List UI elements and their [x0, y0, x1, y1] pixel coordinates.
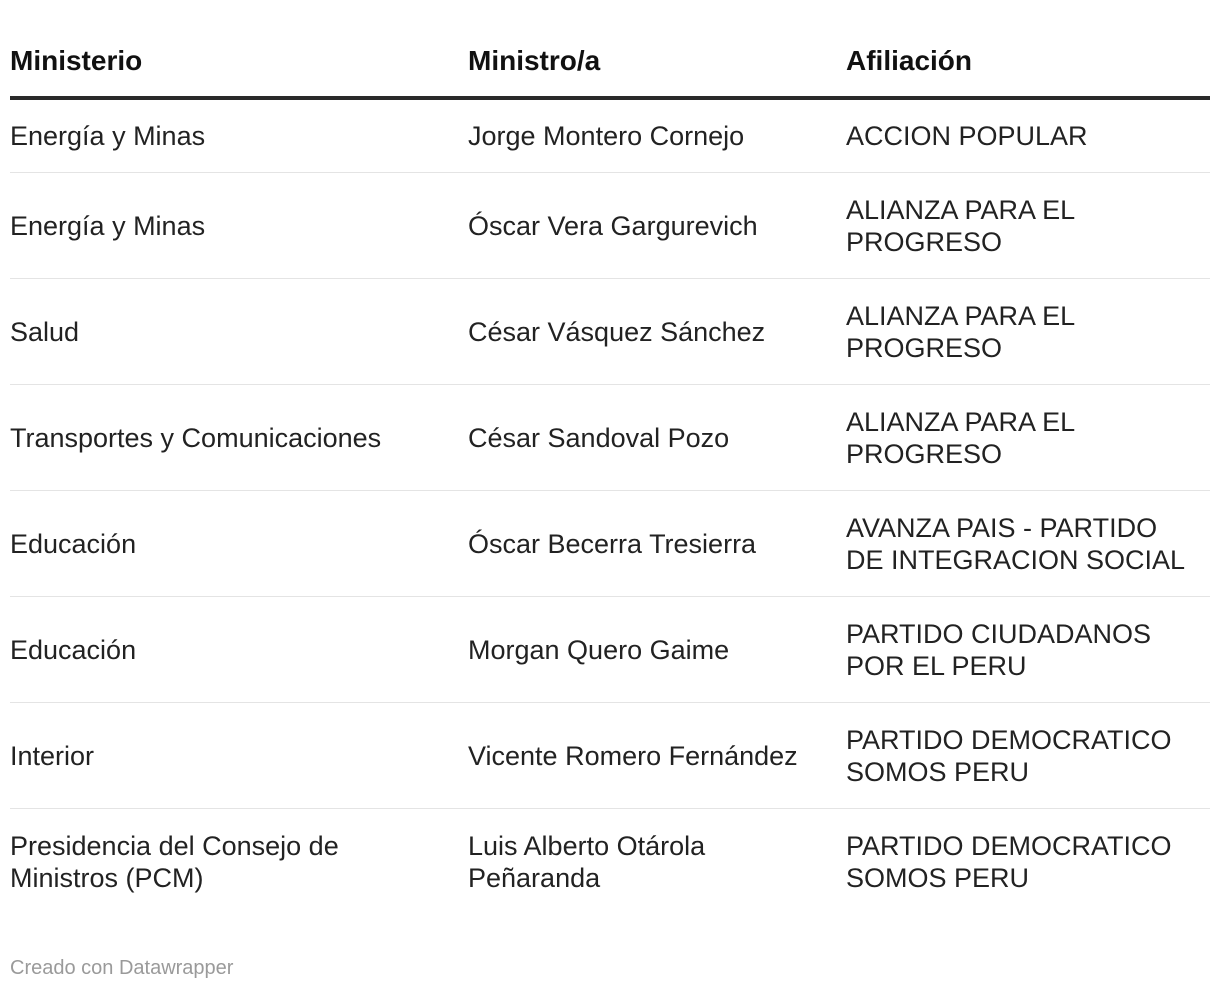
cell-ministro: Óscar Vera Gargurevich — [468, 173, 846, 279]
table-row — [10, 491, 1210, 597]
cell-ministerio: Interior — [10, 703, 468, 809]
cell-ministro: Óscar Becerra Tresierra — [468, 491, 846, 597]
datawrapper-credit[interactable]: Creado con Datawrapper — [10, 957, 234, 979]
cell-ministerio: Transportes y Comunicaciones — [10, 385, 468, 491]
cell-ministerio: Salud — [10, 279, 468, 385]
table-row — [10, 173, 1210, 279]
column-header-ministro[interactable]: Ministro/a — [468, 30, 846, 98]
column-header-afiliacion[interactable]: Afiliación — [846, 30, 1210, 98]
column-header-ministerio[interactable]: Ministerio — [10, 30, 468, 98]
cell-ministerio: Educación — [10, 597, 468, 703]
ministers-table — [10, 30, 1210, 914]
cell-afiliacion: ALIANZA PARA EL PROGRESO — [846, 279, 1210, 385]
cell-ministro: Morgan Quero Gaime — [468, 597, 846, 703]
cell-afiliacion: ALIANZA PARA EL PROGRESO — [846, 385, 1210, 491]
cell-ministerio: Educación — [10, 491, 468, 597]
table-row — [10, 98, 1210, 173]
cell-afiliacion: AVANZA PAIS - PARTIDO DE INTEGRACION SOCIAL — [846, 491, 1210, 597]
cell-ministerio: Energía y Minas — [10, 98, 468, 173]
cell-afiliacion: ACCION POPULAR — [846, 98, 1210, 173]
cell-ministro: César Sandoval Pozo — [468, 385, 846, 491]
table-row — [10, 703, 1210, 809]
cell-ministerio: Presidencia del Consejo de Ministros (PCM) — [10, 830, 339, 893]
table-row — [10, 809, 1210, 915]
cell-ministro: Jorge Montero Cornejo — [468, 98, 846, 173]
table-row — [10, 279, 1210, 385]
table-row — [10, 597, 1210, 703]
table-row — [10, 385, 1210, 491]
cell-afiliacion: PARTIDO CIUDADANOS POR EL PERU — [846, 597, 1210, 703]
cell-ministro: Vicente Romero Fernández — [468, 703, 846, 809]
cell-ministerio: Energía y Minas — [10, 173, 468, 279]
cell-afiliacion: PARTIDO DEMOCRATICO SOMOS PERU — [846, 830, 1172, 893]
cell-ministro: César Vásquez Sánchez — [468, 279, 846, 385]
cell-ministro: Luis Alberto Otárola Peñaranda — [468, 830, 706, 893]
cell-afiliacion: PARTIDO DEMOCRATICO SOMOS PERU — [846, 703, 1210, 809]
table-header-row — [10, 30, 1210, 98]
cell-afiliacion: ALIANZA PARA EL PROGRESO — [846, 173, 1210, 279]
